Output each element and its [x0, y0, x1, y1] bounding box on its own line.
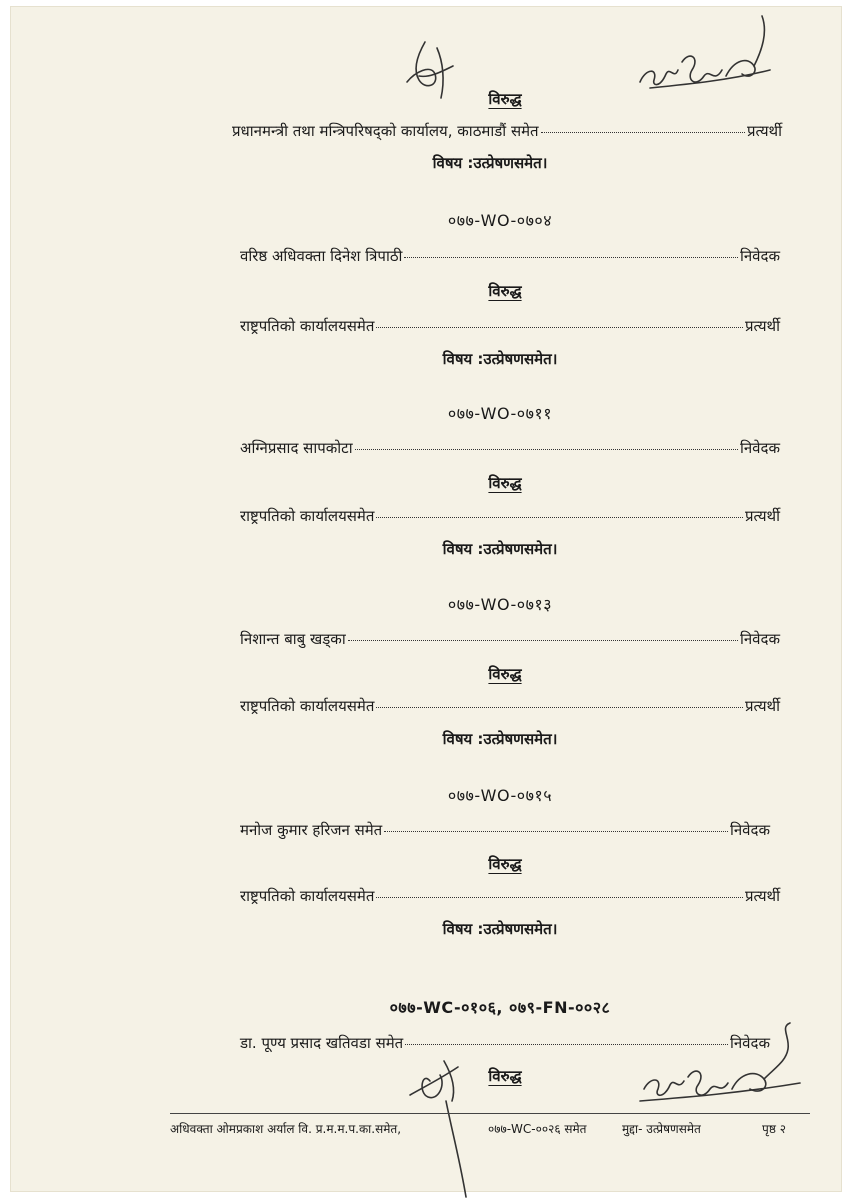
footer-page-number: पृष्ठ २ [762, 1122, 786, 1136]
dotted-leader [404, 257, 738, 258]
dotted-leader [355, 449, 738, 450]
viruddha-heading-3: विरुद्ध [488, 665, 522, 683]
footer-case-number: ०७७-WC-००२६ समेत [488, 1122, 587, 1136]
petitioner-role-3: निवेदक [739, 630, 780, 648]
signature-mark-bottom-left [400, 1041, 490, 1201]
petitioner-name-2: अग्निप्रसाद सापकोटा [240, 439, 353, 457]
petitioner-line-2 [240, 438, 780, 458]
subject-3: विषय :उत्प्रेषणसमेत। [442, 730, 558, 748]
signature-date-top-right [630, 10, 780, 110]
case-number-3: ०७७-WO-०७१३ [447, 595, 553, 614]
footer-rule [170, 1113, 810, 1114]
respondent-line-1 [240, 316, 780, 336]
petitioner-role-5: निवेदक [729, 1034, 770, 1052]
viruddha-heading-4: विरुद्ध [488, 855, 522, 873]
dotted-leader [376, 897, 743, 898]
dotted-leader [376, 517, 743, 518]
case-number-4: ०७७-WO-०७१५ [447, 786, 553, 805]
respondent-line-2 [240, 506, 780, 526]
respondent-name-2: राष्ट्रपतिको कार्यालयसमेत [240, 507, 375, 525]
viruddha-heading-top: विरुद्ध [488, 90, 522, 108]
viruddha-heading-5: विरुद्ध [488, 1067, 522, 1085]
respondent-name-3: राष्ट्रपतिको कार्यालयसमेत [240, 697, 375, 715]
signature-date-bottom-right [630, 1021, 810, 1116]
footer-case-title: अधिवक्ता ओमप्रकाश अर्याल वि. प्र.म.म.प.का.समेत, [170, 1122, 402, 1136]
respondent-role-3: प्रत्यर्थी [744, 697, 780, 715]
dotted-leader [348, 640, 738, 641]
case-number-1: ०७७-WO-०७०४ [447, 211, 553, 230]
dotted-leader [384, 831, 728, 832]
subject-4: विषय :उत्प्रेषणसमेत। [442, 920, 558, 938]
respondent-role-1: प्रत्यर्थी [744, 317, 780, 335]
petitioner-line-4 [240, 820, 770, 840]
subject-top: विषय :उत्प्रेषणसमेत। [432, 154, 548, 172]
petitioner-line-1 [240, 246, 780, 266]
petitioner-name-3: निशान्त बाबु खड्का [240, 630, 346, 648]
signature-mark-top-left [395, 36, 465, 106]
petitioner-role-2: निवेदक [739, 439, 780, 457]
document-page [10, 6, 842, 1192]
respondent-role-4: प्रत्यर्थी [744, 887, 780, 905]
subject-1: विषय :उत्प्रेषणसमेत। [442, 350, 558, 368]
respondent-role-2: प्रत्यर्थी [744, 507, 780, 525]
respondent-role-top: प्रत्यर्थी [746, 122, 782, 140]
viruddha-heading-1: विरुद्ध [488, 282, 522, 300]
dotted-leader [541, 132, 745, 133]
dotted-leader [376, 707, 743, 708]
petitioner-role-1: निवेदक [739, 247, 780, 265]
viruddha-heading-2: विरुद्ध [488, 474, 522, 492]
respondent-name-top: प्रधानमन्त्री तथा मन्त्रिपरिषद्को कार्यालय, काठमाडौं समेत [232, 122, 539, 140]
respondent-line-3 [240, 696, 780, 716]
subject-2: विषय :उत्प्रेषणसमेत। [442, 540, 558, 558]
petitioner-line-3 [240, 629, 780, 649]
dotted-leader [376, 327, 743, 328]
respondent-line-top [232, 121, 782, 141]
respondent-name-1: राष्ट्रपतिको कार्यालयसमेत [240, 317, 375, 335]
respondent-name-4: राष्ट्रपतिको कार्यालयसमेत [240, 887, 375, 905]
petitioner-name-1: वरिष्ठ अधिवक्ता दिनेश त्रिपाठी [240, 247, 403, 265]
respondent-line-4 [240, 886, 780, 906]
case-number-5: ०७७-WC-०१०६, ०७९-FN-००२८ [389, 998, 611, 1017]
petitioner-role-4: निवेदक [729, 821, 770, 839]
footer-subject: मुद्दा- उत्प्रेषणसमेत [622, 1122, 701, 1136]
petitioner-name-4: मनोज कुमार हरिजन समेत [240, 821, 383, 839]
petitioner-name-5: डा. पूण्य प्रसाद खतिवडा समेत [240, 1034, 404, 1052]
case-number-2: ०७७-WO-०७११ [447, 404, 553, 423]
